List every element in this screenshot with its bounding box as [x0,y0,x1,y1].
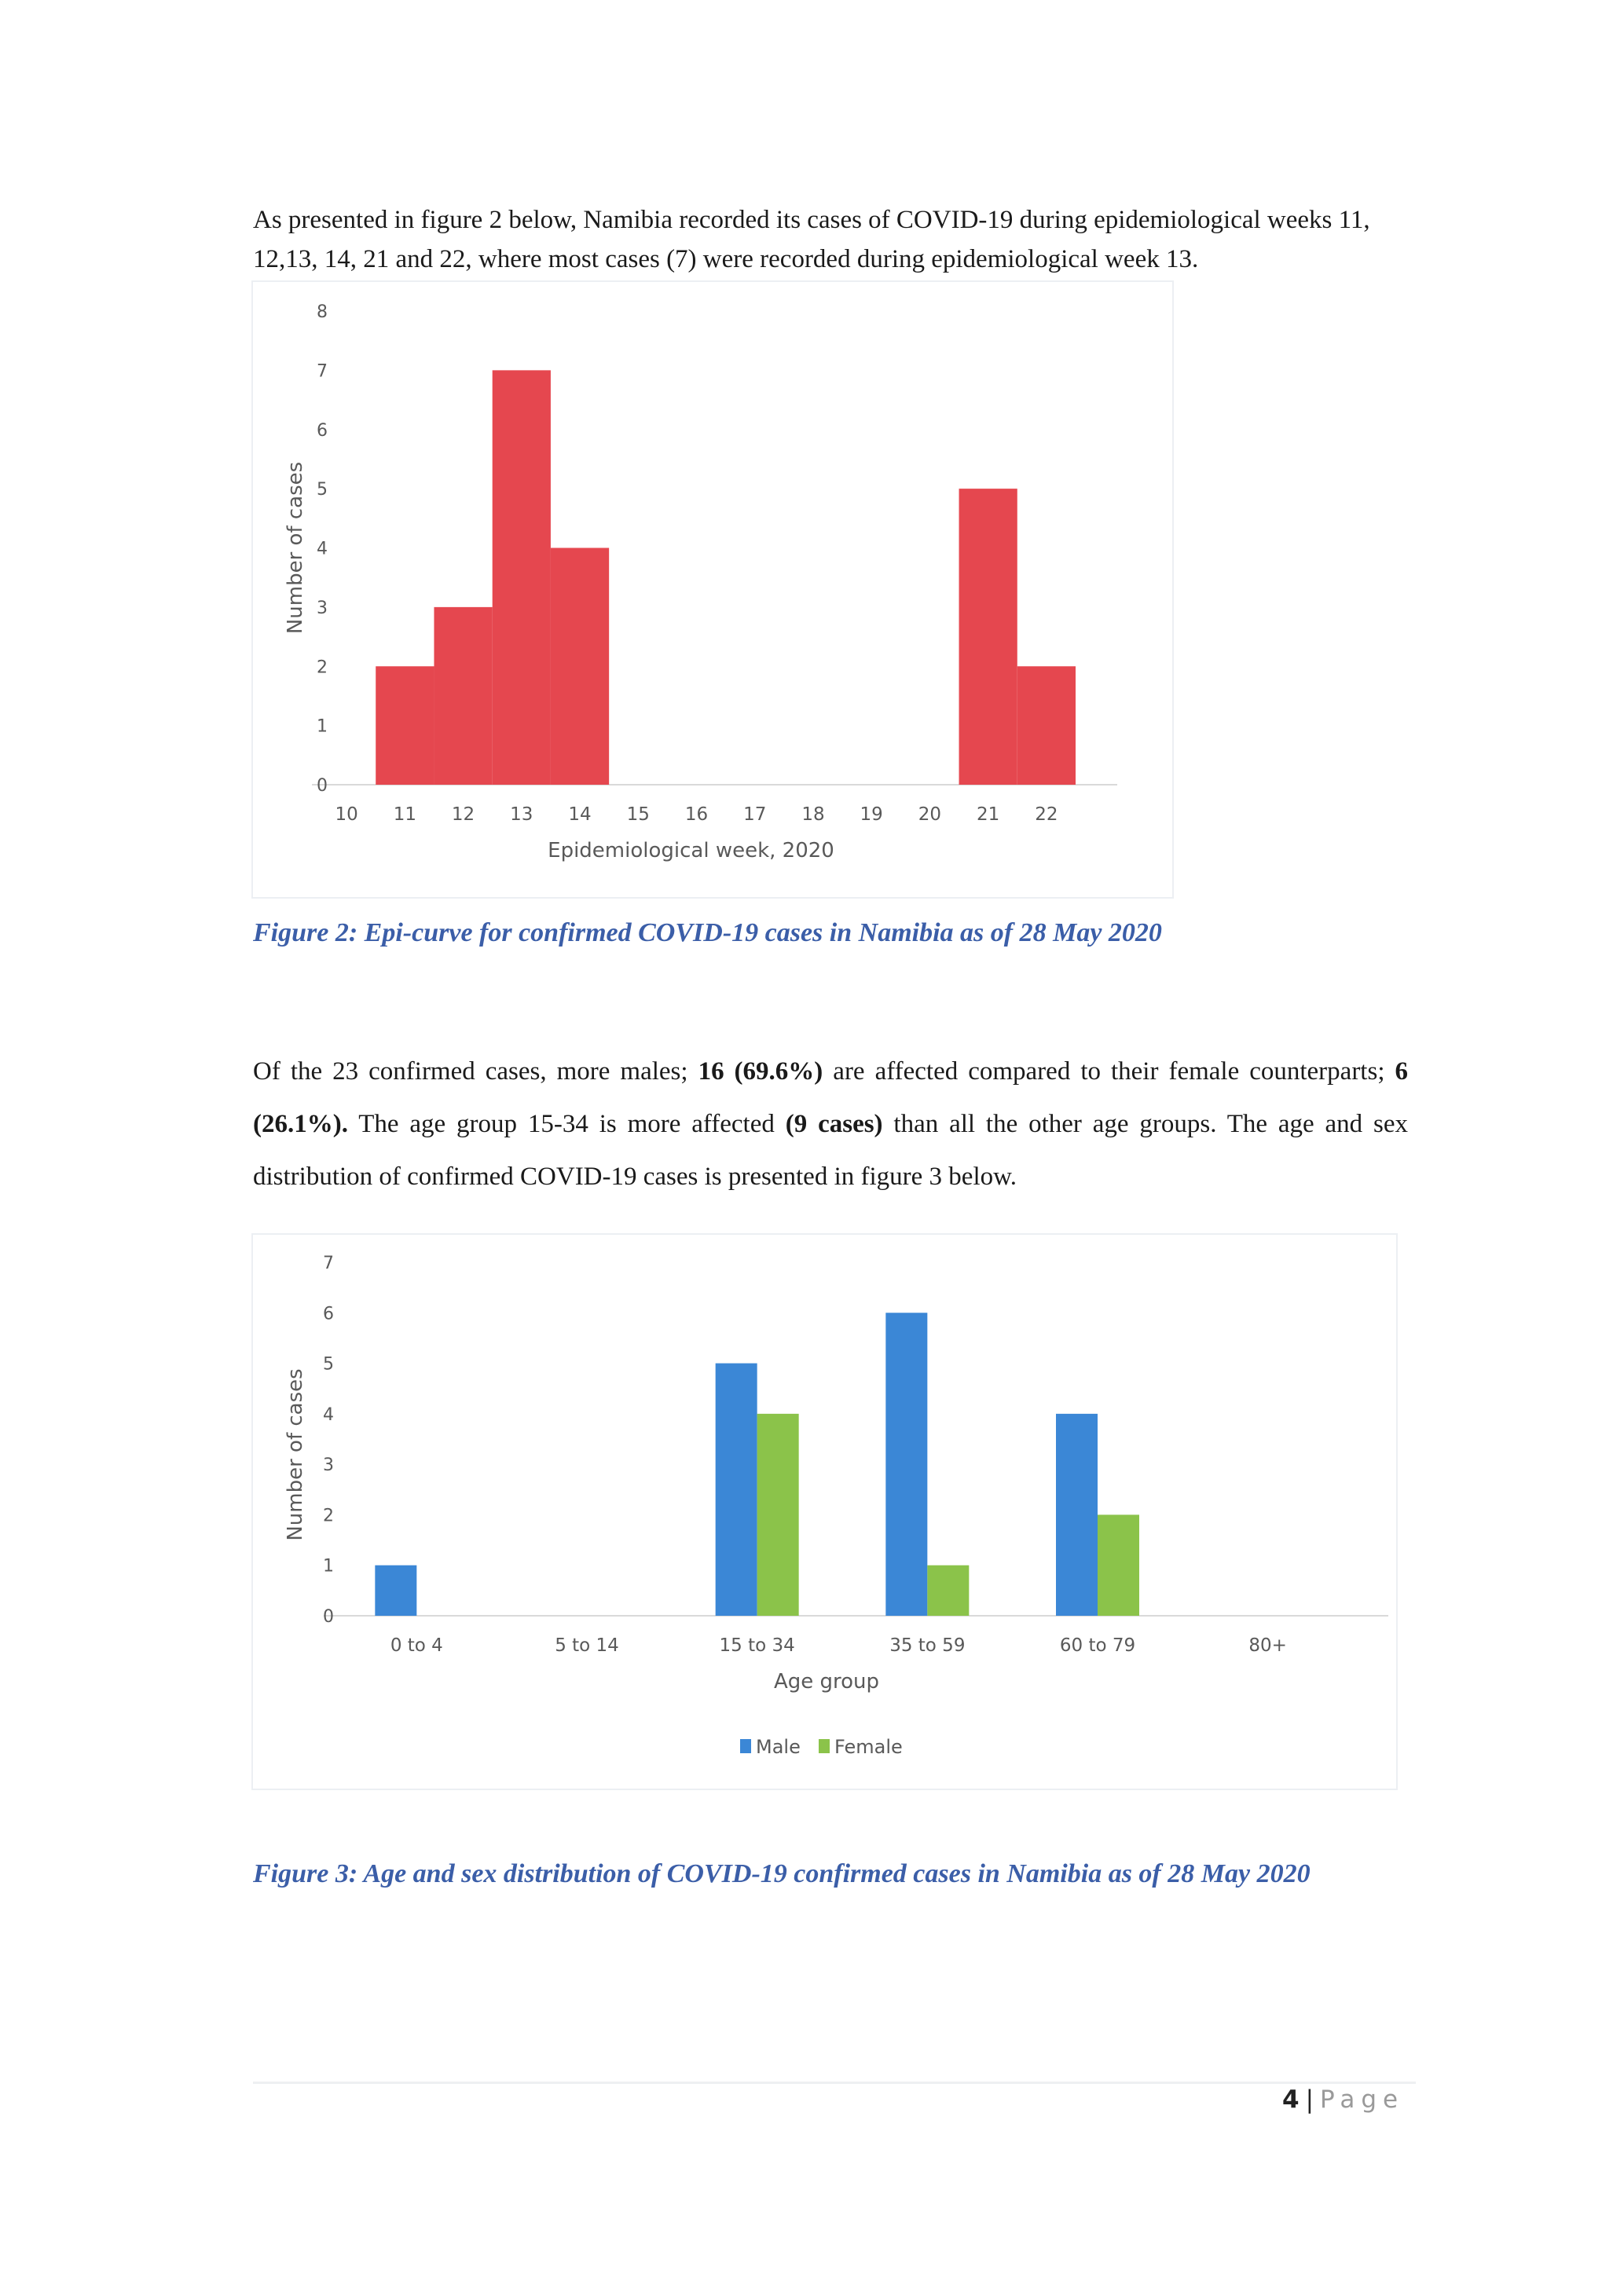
y-tick-label: 4 [317,539,328,559]
legend-swatch-female [819,1739,830,1753]
page-number: 4 | Page [1282,2085,1405,2114]
bar-female [757,1414,799,1616]
bar-female [1098,1514,1139,1616]
bar-male [716,1364,757,1616]
y-tick-label: 6 [317,420,328,441]
x-tick-label: 18 [801,804,825,825]
x-tick-label: 15 to 34 [719,1635,795,1656]
bar [1017,666,1076,785]
x-tick-label: 35 to 59 [889,1635,966,1656]
y-tick-label: 3 [317,598,328,618]
x-tick-label: 15 [626,804,650,825]
x-tick-label: 80+ [1248,1635,1287,1656]
intro-paragraph: As presented in figure 2 below, Namibia recorded its cases of COVID-19 during epidemiological weeks 11, 12,13, 14, 21 and 22, where most cases (7) were recorded during epidemiological week 13. [253,206,1370,273]
figure-3-caption: Figure 3: Age and sex distribution of COVID-19 confirmed cases in Namibia as of 28 May 2020 [253,1859,1311,1888]
x-axis-title: Age group [773,1670,880,1694]
y-tick-label: 8 [317,302,328,322]
age-sex-plot [253,1235,1396,1789]
bar-male [375,1565,416,1616]
x-tick-label: 12 [451,804,475,825]
x-tick-label: 22 [1035,804,1058,825]
y-tick-label: 5 [317,480,328,500]
y-tick-label: 0 [317,776,328,796]
x-tick-label: 17 [743,804,767,825]
y-tick-label: 6 [323,1304,334,1324]
x-tick-label: 20 [918,804,942,825]
summary-paragraph: Of the 23 confirmed cases, more males; 16 (69.6%) are affected compared to their female counterparts; 6 (26.1%). The age group 15-34 is more affected (9 cases) than all the other age groups. The age and sex distribution of confirmed COVID-19 cases is presented in figure 3 below. [253,1057,1408,1191]
y-axis-title: Number of cases [284,1368,307,1541]
bar [376,666,434,785]
y-tick-label: 4 [323,1404,334,1425]
y-tick-label: 3 [323,1456,334,1476]
epi-curve-chart [251,280,1174,899]
x-axis-title: Epidemiological week, 2020 [548,839,834,862]
x-tick-label: 13 [510,804,533,825]
bar [493,370,551,785]
age-sex-chart [251,1233,1398,1790]
y-axis-title: Number of cases [284,461,307,635]
legend-label-female: Female [834,1736,903,1758]
legend-label-male: Male [756,1736,801,1758]
bar-female [927,1565,969,1616]
bar [959,489,1017,785]
x-tick-label: 0 to 4 [390,1635,443,1656]
x-tick-label: 16 [684,804,709,825]
y-tick-label: 2 [323,1506,334,1526]
figure-2-caption: Figure 2: Epi-curve for confirmed COVID-19 cases in Namibia as of 28 May 2020 [253,918,1162,947]
x-tick-label: 19 [860,804,883,825]
x-tick-label: 5 to 14 [555,1635,619,1656]
bar [434,607,492,785]
bar-male [1056,1414,1098,1616]
legend-swatch-male [740,1739,751,1753]
y-tick-label: 5 [323,1354,334,1375]
y-tick-label: 7 [323,1254,334,1273]
x-tick-label: 14 [568,804,592,825]
x-tick-label: 60 to 79 [1059,1635,1136,1656]
epi-curve-plot [253,282,1172,897]
x-tick-label: 10 [335,804,358,825]
x-tick-label: 11 [393,804,416,825]
bar [551,548,609,785]
x-tick-label: 21 [977,804,1000,825]
y-tick-label: 2 [317,657,328,678]
footer-divider [253,2082,1416,2084]
y-tick-label: 1 [323,1556,334,1576]
y-tick-label: 0 [323,1607,334,1627]
y-tick-label: 7 [317,361,328,382]
bar-male [885,1313,927,1616]
y-tick-label: 1 [317,716,328,737]
